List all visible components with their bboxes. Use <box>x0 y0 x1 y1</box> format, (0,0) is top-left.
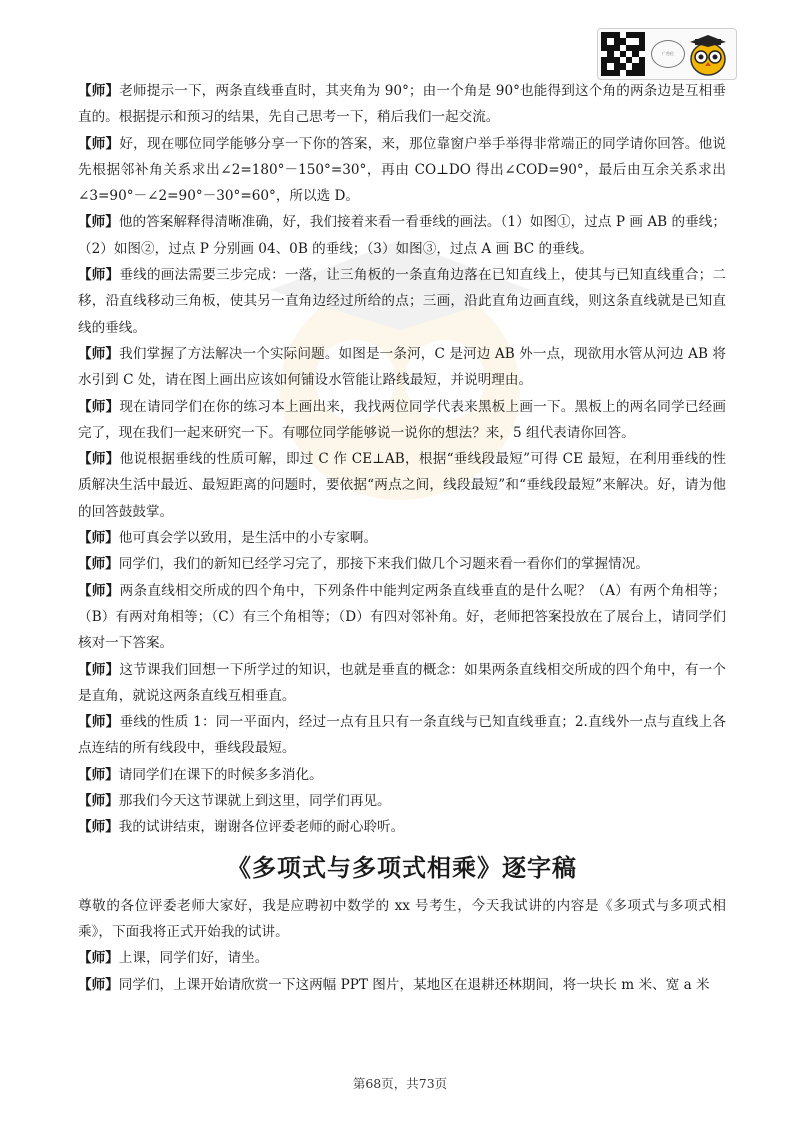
paragraph-text: 两条直线相交所成的四个角中，下列条件中能判定两条直线垂直的是什么呢？（A）有两个角相等；（B）有两对角相等；（C）有三个角相等；（D）有四对邻补角。好，老师把答案投放在了展台上，请同学们核对一下答案。 <box>78 582 726 652</box>
paragraph-text: 他的答案解释得清晰准确，好，我们接着来看一看垂线的画法。（1）如图①，过点 P 画 AB 的垂线；（2）如图②，过点 P 分别画 04、0B 的垂线；（3）如图③，过点 A 画 BC 的垂线。 <box>78 214 727 257</box>
teacher-paragraph <box>78 446 726 525</box>
paragraph-text: 现在请同学们在你的练习本上画出来，我找两位同学代表来黑板上画一下。黑板上的两名同学已经画完了，现在我们一起来研究一下。有哪位同学能够说一说你的想法？来，5 组代表请你回答。 <box>78 398 726 441</box>
speaker-tag: 【师】 <box>78 530 119 547</box>
page-number: 第68页，共73页 <box>352 1076 448 1091</box>
teacher-paragraph <box>78 762 726 788</box>
teacher-paragraph <box>78 972 726 998</box>
speaker-tag: 【师】 <box>78 267 120 284</box>
teacher-paragraph <box>78 945 726 971</box>
speaker-tag: 【师】 <box>78 214 119 231</box>
teacher-paragraph <box>78 709 726 762</box>
teacher-paragraph <box>78 525 726 551</box>
speaker-tag: 【师】 <box>78 135 120 152</box>
document-body <box>78 78 726 998</box>
teacher-paragraph <box>78 78 726 131</box>
teacher-paragraph <box>78 262 726 341</box>
intro-paragraph: 尊敬的各位评委老师大家好，我是应聘初中数学的 xx 号考生，今天我试讲的内容是《多项式与多项式相乘》，下面我将正式开始我的试讲。 <box>78 897 726 940</box>
paragraph-text: 我的试讲结束，谢谢各位评委老师的耐心聆听。 <box>118 819 405 836</box>
paragraph-text: 好，现在哪位同学能够分享一下你的答案，来，那位靠窗户举手举得非常端正的同学请你回答。他说先根据邻补角关系求出∠2=180°－150°=30°，再由 CO⊥DO 得出∠COD=90°，最后由互余关系求出∠3=90°－∠2=90°－30°=60°，所以选 D。 <box>78 135 726 205</box>
teacher-paragraph <box>78 394 726 447</box>
paragraph-text: 请同学们在课下的时候多多消化。 <box>118 766 323 783</box>
paragraph-group-top <box>78 78 726 841</box>
paragraph-text: 同学们，上课开始请欣赏一下这两幅 PPT 图片，某地区在退耕还林期间，将一块长 m 米、宽 a 米 <box>118 976 710 993</box>
section-title: 《多项式与多项式相乘》逐字稿 <box>227 852 577 882</box>
paragraph-text: 垂线的画法需要三步完成：一落，让三角板的一条直角边落在已知直线上，使其与已知直线重合；二移，沿直线移动三角板，使其另一直角边经过所给的点；三画，沿此直角边画直线，则这条直线就是已知直线的垂线。 <box>78 267 726 336</box>
teacher-paragraph <box>78 209 726 262</box>
teacher-paragraph <box>78 551 726 577</box>
speaker-tag: 【师】 <box>78 661 120 678</box>
teacher-paragraph <box>78 578 726 657</box>
speaker-tag: 【师】 <box>78 556 119 573</box>
owl-mascot-icon <box>686 33 730 77</box>
teacher-paragraph <box>78 341 726 394</box>
speaker-tag: 【师】 <box>78 766 119 783</box>
paragraph-text: 他可真会学以致用，是生活中的小专家啊。 <box>118 530 378 547</box>
speaker-tag: 【师】 <box>78 345 120 362</box>
speaker-tag: 【师】 <box>78 582 120 599</box>
paragraph-text: 垂线的性质 1：同一平面内，经过一点有且只有一条直线与已知直线垂直；2.直线外一点与直线上各点连结的所有线段中，垂线段最短。 <box>78 714 727 757</box>
paragraph-text: 他说根据垂线的性质可解，即过 C 作 CE⊥AB，根据“垂线段最短”可得 CE 最短，在利用垂线的性质解决生活中最近、最短距离的问题时，要依据“两点之间，线段最短”和“垂线段最短”来解决。好，请为他的回答鼓鼓掌。 <box>78 451 726 520</box>
speaker-tag: 【师】 <box>78 83 120 99</box>
teacher-paragraph <box>78 788 726 814</box>
paragraph-text: 这节课我们回想一下所学过的知识，也就是垂直的概念：如果两条直线相交所成的四个角中，有一个是直角，就说这两条直线互相垂直。 <box>78 661 726 704</box>
speaker-tag: 【师】 <box>78 819 119 836</box>
paragraph-text: 我们掌握了方法解决一个实际问题。如图是一条河，C 是河边 AB 外一点，现欲用水管从河边 AB 将水引到 C 处，请在图上画出应该如何铺设水管能让路线最短，并说明理由。 <box>78 345 726 389</box>
teacher-paragraph <box>78 131 726 210</box>
paragraph-text: 那我们今天这节课就上到这里，同学们再见。 <box>118 793 391 810</box>
paragraph-group-bottom <box>78 945 726 998</box>
teacher-paragraph <box>78 657 726 710</box>
speech-bubble: 广告位 <box>651 40 685 68</box>
speaker-tag: 【师】 <box>78 793 119 810</box>
qr-code-icon <box>601 32 645 76</box>
teacher-paragraph <box>78 814 726 840</box>
speaker-tag: 【师】 <box>78 398 120 415</box>
speaker-tag: 【师】 <box>78 714 120 731</box>
paragraph-text: 老师提示一下，两条直线垂直时，其夹角为 90°；由一个角是 90°也能得到这个角的两条边是互相垂直的。根据提示和预习的结果，先自己思考一下，稍后我们一起交流。 <box>78 83 727 126</box>
speaker-tag: 【师】 <box>78 976 119 993</box>
speaker-tag: 【师】 <box>78 451 120 468</box>
paragraph-text: 上课，同学们好，请坐。 <box>118 950 269 967</box>
paragraph-text: 同学们，我们的新知已经学习完了，那接下来我们做几个习题来看一看你们的掌握情况。 <box>118 556 649 573</box>
speaker-tag: 【师】 <box>78 950 119 967</box>
header-ad-badge <box>597 28 737 80</box>
